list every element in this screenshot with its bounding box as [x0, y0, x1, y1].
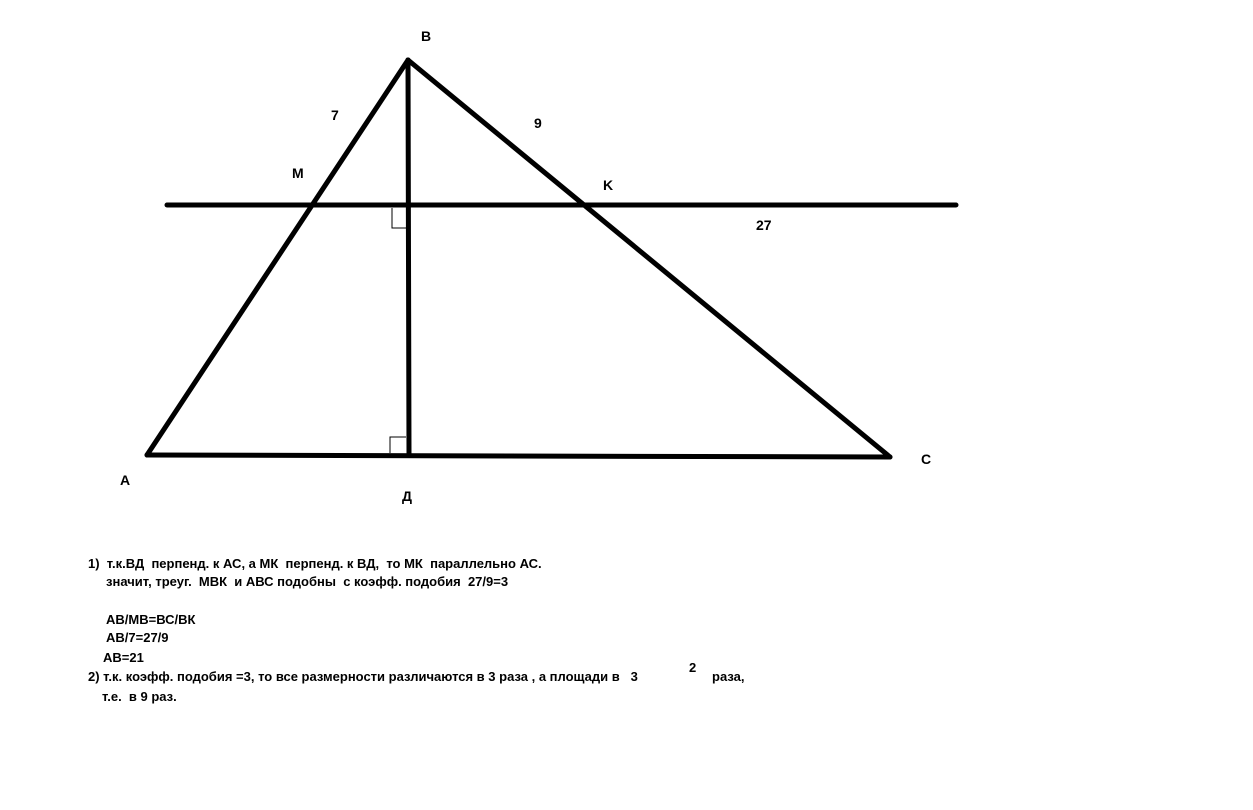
altitude-BD: [408, 60, 409, 455]
solution-line-3: АВ/МВ=ВС/ВК: [106, 612, 196, 627]
label-D: Д: [402, 488, 412, 504]
right-angle-mark-bottom: [390, 437, 406, 453]
side-AB: [147, 60, 408, 455]
label-A: A: [120, 472, 131, 488]
solution-line-6-end: раза,: [712, 669, 745, 684]
solution-line-1: 1) т.к.ВД перпенд. к АС, а МК перпенд. к ВД, то МК параллельно АС.: [88, 556, 542, 571]
length-MK: 27: [756, 217, 772, 233]
right-angle-mark-top: [392, 208, 406, 228]
label-B: B: [421, 28, 432, 44]
solution-line-5: АВ=21: [103, 650, 144, 665]
side-BC: [408, 60, 890, 457]
label-C: C: [921, 451, 932, 467]
length-MB: 7: [331, 107, 339, 123]
side-AC: [147, 455, 890, 457]
solution-line-2: значит, треуг. МВК и АВС подобны с коэфф. подобия 27/9=3: [106, 574, 509, 589]
solution-line-7: т.е. в 9 раз.: [102, 689, 177, 704]
solution-line-6: 2) т.к. коэфф. подобия =3, то все размерности различаются в 3 раза , а площади в 3: [88, 669, 638, 684]
solution-line-6-exponent: 2: [689, 660, 697, 675]
solution-line-4: АВ/7=27/9: [106, 630, 169, 645]
length-BK: 9: [534, 115, 542, 131]
label-M: M: [292, 165, 304, 181]
label-K: K: [603, 177, 614, 193]
